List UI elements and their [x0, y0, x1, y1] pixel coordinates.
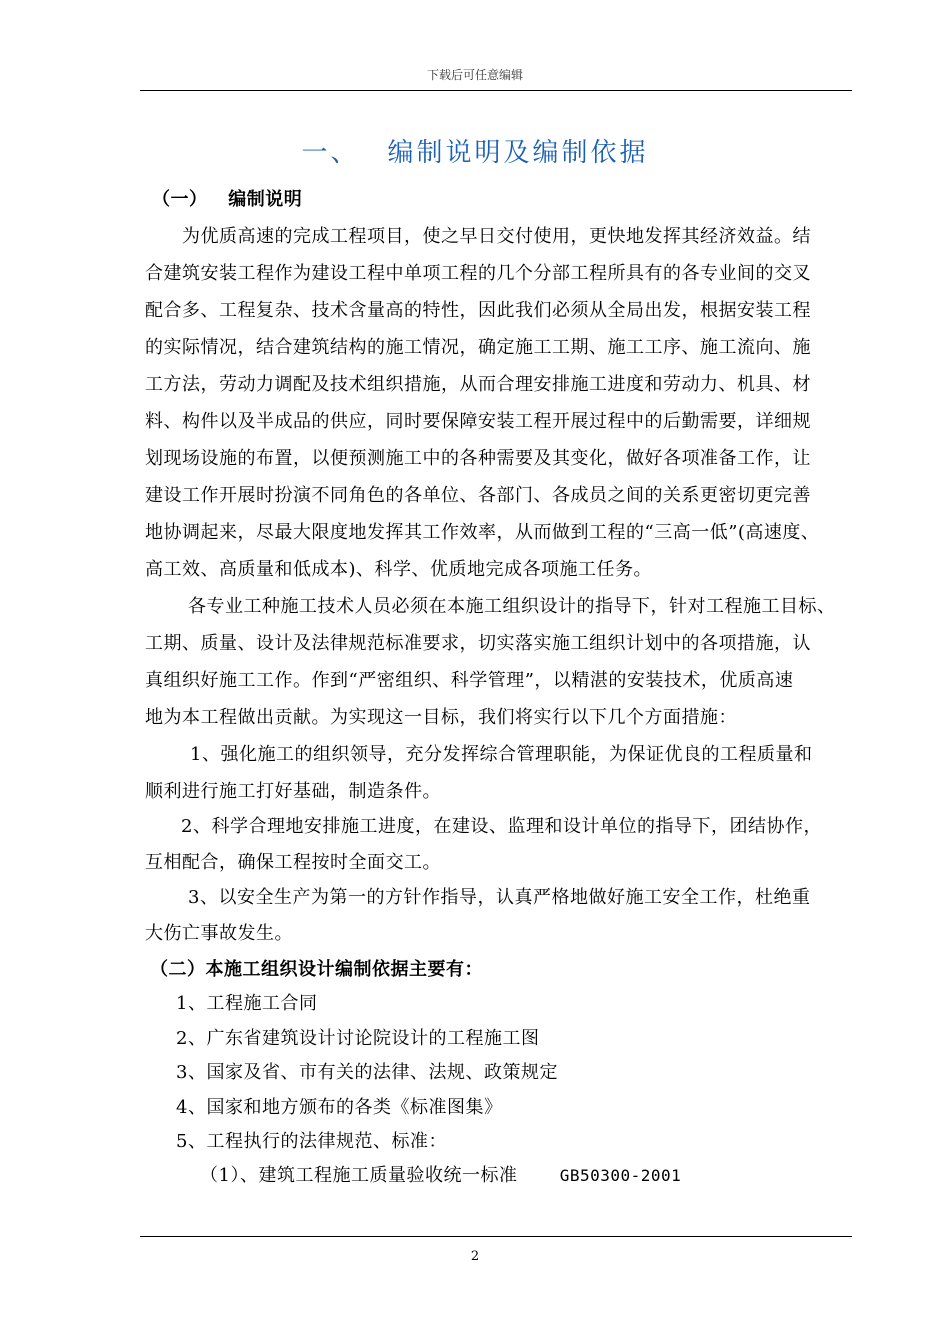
paragraph-line: 的实际情况，结合建筑结构的施工情况，确定施工工期、施工工序、施工流向、施	[145, 337, 811, 358]
footer-rule	[140, 1236, 852, 1237]
basis-item: 4、国家和地方颁布的各类《标准图集》	[176, 1097, 503, 1118]
paragraph-line: 高工效、高质量和低成本)、科学、优质地完成各项施工任务。	[145, 559, 653, 580]
standard-code: GB50300-2001	[559, 1166, 682, 1185]
measure-line: 3、以安全生产为第一的方针作指导，认真严格地做好施工安全工作，杜绝重	[188, 887, 811, 908]
paragraph-line: 工方法，劳动力调配及技术组织措施，从而合理安排施工进度和劳动力、机具、材	[145, 374, 811, 395]
basis-item: 5、工程执行的法律规范、标准：	[176, 1131, 447, 1152]
measure-line: 互相配合，确保工程按时全面交工。	[145, 852, 441, 873]
measure-line: 大伤亡事故发生。	[145, 923, 293, 944]
title-text: 编制说明及编制依据	[387, 138, 649, 168]
basis-item: 2、广东省建筑设计讨论院设计的工程施工图	[176, 1028, 540, 1049]
paragraph-line: 真组织好施工工作。作到“严密组织、科学管理”，以精湛的安装技术，优质高速	[145, 670, 794, 691]
paragraph-line: 地为本工程做出贡献。为实现这一目标，我们将实行以下几个方面措施：	[145, 707, 737, 728]
basis-item: 1、工程施工合同	[176, 993, 318, 1014]
page-header: 下载后可任意编辑	[426, 68, 523, 82]
paragraph-line: 为优质高速的完成工程项目，使之早日交付使用，更快地发挥其经济效益。结	[182, 226, 811, 247]
paragraph-line: 建设工作开展时扮演不同角色的各单位、各部门、各成员之间的关系更密切更完善	[145, 485, 811, 506]
section1-heading	[152, 188, 302, 212]
paragraph-line: 料、构件以及半成品的供应，同时要保障安装工程开展过程中的后勤需要，详细规	[145, 411, 811, 432]
measure-line: 2、科学合理地安排施工进度，在建设、监理和设计单位的指导下，团结协作，	[181, 816, 822, 837]
title-number: 一、	[301, 138, 360, 168]
paragraph-line: 地协调起来，尽最大限度地发挥其工作效率，从而做到工程的“三高一低”(高速度、	[145, 522, 820, 543]
page-number: 2	[470, 1249, 480, 1264]
paragraph-line: 各专业工种施工技术人员必须在本施工组织设计的指导下，针对工程施工目标、	[188, 596, 836, 617]
header-rule	[140, 90, 852, 91]
paragraph-line: 工期、质量、设计及法律规范标准要求，切实落实施工组织计划中的各项措施，认	[145, 633, 811, 654]
page-title	[0, 132, 950, 169]
section2-heading: （二）本施工组织设计编制依据主要有：	[150, 959, 483, 980]
measure-line: 1、强化施工的组织领导，充分发挥综合管理职能，为保证优良的工程质量和	[190, 744, 813, 765]
basis-item: 3、国家及省、市有关的法律、法规、政策规定	[176, 1062, 558, 1083]
standard-item	[200, 1164, 681, 1188]
paragraph-line: 配合多、工程复杂、技术含量高的特性，因此我们必须从全局出发，根据安装工程	[145, 300, 811, 321]
paragraph-line: 合建筑安装工程作为建设工程中单项工程的几个分部工程所具有的各专业间的交叉	[145, 263, 811, 284]
section1-heading-text: 编制说明	[228, 189, 303, 210]
section1-heading-num: （一）	[152, 189, 208, 210]
standard-label: （1）、建筑工程施工质量验收统一标准	[200, 1165, 518, 1186]
measure-line: 顺利进行施工打好基础，制造条件。	[145, 781, 441, 802]
paragraph-line: 划现场设施的布置，以便预测施工中的各种需要及其变化，做好各项准备工作，让	[145, 448, 811, 469]
